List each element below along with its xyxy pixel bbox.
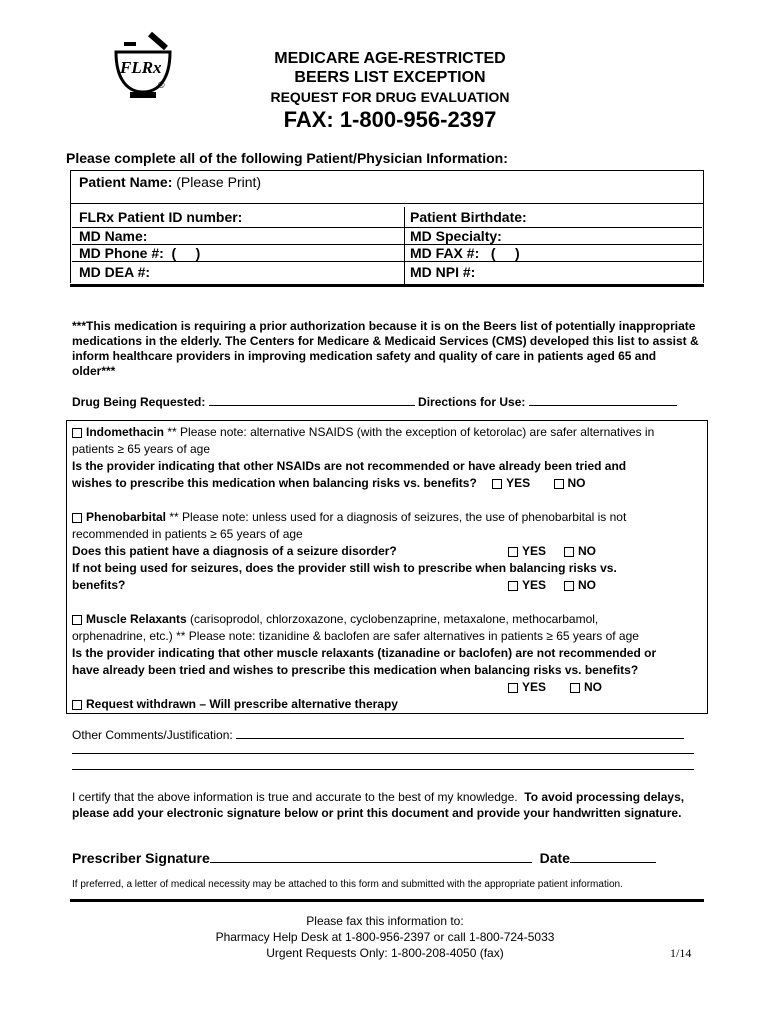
- comments-input-line-1[interactable]: [236, 727, 684, 739]
- pheno-prescribe-no-checkbox[interactable]: [564, 581, 574, 591]
- phenobarbital-label: Phenobarbital: [86, 510, 167, 524]
- request-withdrawn-checkbox[interactable]: [72, 700, 82, 710]
- footer-fax-instruction: Please fax this information to:: [306, 914, 464, 928]
- certification-text: I certify that the above information is true and accurate to the best of my knowledge. To avoid processing delays, please add your electronic signature below or print this document and provide your handwritten signature.: [72, 790, 685, 820]
- title-line-3: REQUEST FOR DRUG EVALUATION: [270, 89, 510, 105]
- title-line-1: MEDICARE AGE-RESTRICTED: [274, 50, 506, 67]
- comments-label: Other Comments/Justification:: [72, 728, 233, 742]
- patient-box-mid-divider: [404, 207, 405, 284]
- prescriber-signature-label: Prescriber Signature: [72, 850, 210, 866]
- md-fax-field[interactable]: MD FAX #: ( ): [410, 245, 520, 261]
- drug-requested-label: Drug Being Requested:: [72, 395, 206, 409]
- patient-name-divider: [70, 203, 704, 204]
- date-input[interactable]: [570, 849, 656, 863]
- phenobarbital-section: Phenobarbital ** Please note: unless used for a diagnosis of seizures, the use of phenobarbital is not recommended in patients ≥ 65 years of age Does this patient have a diagnosis of a seizure disorder? YES NO If not being used for seizures, does the provider still wish to prescribe when balancing risks vs. benefits? YES NO: [72, 510, 627, 592]
- logo-text: FLRx: [120, 58, 162, 77]
- md-npi-field[interactable]: MD NPI #:: [410, 264, 476, 280]
- footer-help-desk: Pharmacy Help Desk at 1-800-956-2397 or call 1-800-724-5033: [215, 930, 555, 944]
- seizure-yes-checkbox[interactable]: [508, 547, 518, 557]
- patient-name-field[interactable]: [79, 174, 261, 190]
- letter-note: If preferred, a letter of medical necessity may be attached to this form and submitted with the appropriate patient information.: [72, 879, 623, 890]
- muscle-no-checkbox[interactable]: [570, 683, 580, 693]
- indomethacin-checkbox[interactable]: [72, 428, 82, 438]
- patient-birthdate-field[interactable]: Patient Birthdate:: [410, 209, 527, 225]
- patient-name-label: Patient Name:: [79, 174, 173, 190]
- md-specialty-field[interactable]: MD Specialty:: [410, 228, 502, 244]
- muscle-relaxants-checkbox[interactable]: [72, 615, 82, 625]
- patient-box-bottom-rule: [70, 284, 704, 287]
- directions-input[interactable]: [529, 393, 677, 406]
- footer-rule: [70, 899, 704, 902]
- indomethacin-no-checkbox[interactable]: [554, 479, 564, 489]
- indomethacin-label: Indomethacin: [86, 425, 165, 439]
- comments-row: [72, 727, 684, 742]
- date-label: Date: [539, 850, 570, 866]
- md-name-field[interactable]: MD Name:: [79, 228, 148, 244]
- drug-requested-input[interactable]: [209, 393, 415, 406]
- phenobarbital-checkbox[interactable]: [72, 513, 82, 523]
- beers-notice: ***This medication is requiring a prior authorization because it is on the Beers list of potentially inappropriate medications in the elderly. The Centers for Medicare & Medicaid Services (CMS) developed this list to assist & inform healthcare providers in improving medication safety and quality of care in patients aged 65 and older***: [72, 319, 699, 378]
- registered-mark: ®: [158, 80, 165, 90]
- comments-input-line-2[interactable]: [72, 753, 694, 754]
- muscle-yes-checkbox[interactable]: [508, 683, 518, 693]
- patient-name-hint: (Please Print): [176, 174, 262, 190]
- request-withdrawn-label: Request withdrawn – Will prescribe alternative therapy: [86, 697, 398, 711]
- indomethacin-yes-checkbox[interactable]: [492, 479, 502, 489]
- muscle-relaxants-section: Muscle Relaxants (carisoprodol, chlorzoxazone, cyclobenzaprine, metaxalone, methocarbamol, orphenadrine, etc.) ** Please note: tizanidine & baclofen are safer alternatives in patients ≥ 65 years of age Is the provider indicating that other muscle relaxants (tizanadine or baclofen) are not recommended or have already been tried and wishes to prescribe this medication when balancing risks vs. benefits? YES NO Request withdrawn – Will prescribe alternative therapy: [72, 612, 657, 711]
- drug-requested-row: [72, 393, 677, 409]
- footer-urgent: Urgent Requests Only: 1-800-208-4050 (fax): [266, 946, 504, 960]
- logo: [108, 30, 178, 105]
- prescriber-signature-input[interactable]: [210, 849, 532, 863]
- md-dea-field[interactable]: MD DEA #:: [79, 264, 151, 280]
- indomethacin-section: Indomethacin ** Please note: alternative NSAIDS (with the exception of ketorolac) are safer alternatives in patients ≥ 65 years of age Is the provider indicating that other NSAIDs are not recommended or have already been tried and wishes to prescribe this medication when balancing risks vs. benefits? YES NO: [72, 425, 655, 490]
- muscle-relaxants-label: Muscle Relaxants: [86, 612, 187, 626]
- pheno-prescribe-yes-checkbox[interactable]: [508, 581, 518, 591]
- patient-instruction: Please complete all of the following Patient/Physician Information:: [66, 150, 508, 166]
- fax-number: FAX: 1-800-956-2397: [283, 107, 497, 132]
- directions-label: Directions for Use:: [418, 395, 526, 409]
- signature-row: [72, 849, 656, 866]
- md-phone-field[interactable]: MD Phone #: ( ): [79, 245, 201, 261]
- seizure-no-checkbox[interactable]: [564, 547, 574, 557]
- title-line-2: BEERS LIST EXCEPTION: [294, 69, 486, 86]
- page-number: 1/14: [670, 946, 692, 960]
- patient-id-field[interactable]: FLRx Patient ID number:: [79, 209, 243, 225]
- comments-input-line-3[interactable]: [72, 769, 694, 770]
